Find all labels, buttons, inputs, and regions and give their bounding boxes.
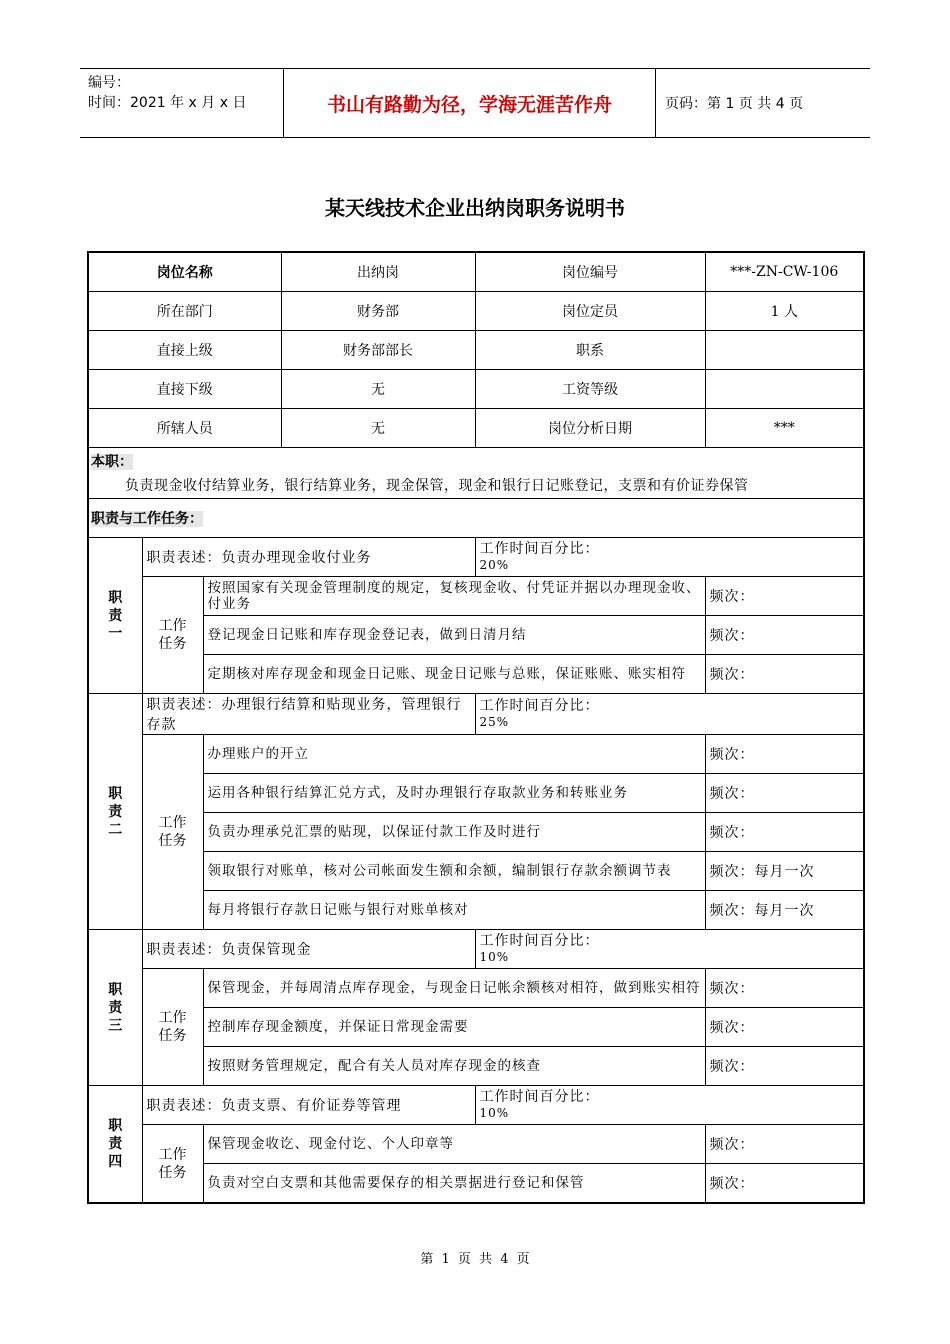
basic-duty-label bbox=[89, 448, 863, 471]
duty-description: 职责表述：负责保管现金 bbox=[142, 930, 475, 969]
duty-name-char: 三 bbox=[108, 1017, 123, 1034]
duty-name-char: 责 bbox=[108, 999, 123, 1016]
duty-time-percent bbox=[475, 1086, 864, 1125]
duty-name bbox=[88, 1086, 142, 1204]
percent-label: 工作时间百分比： bbox=[479, 933, 600, 949]
percent-label: 工作时间百分比： bbox=[479, 698, 600, 714]
duty-name bbox=[88, 538, 142, 694]
info-value bbox=[705, 331, 864, 370]
header-page-info: 页码：第 1 页 共 4 页 bbox=[665, 96, 804, 112]
task-description: 按照国家有关现金管理制度的规定，复核现金收、付凭证并据以办理现金收、付业务 bbox=[203, 577, 705, 616]
task-description: 运用各种银行结算汇兑方式，及时办理银行存取款业务和转账业务 bbox=[203, 774, 705, 813]
duty-header-row bbox=[88, 1086, 864, 1125]
task-frequency: 频次： bbox=[705, 774, 864, 813]
task-description: 按照财务管理规定，配合有关人员对库存现金的核查 bbox=[203, 1047, 705, 1086]
duty-header-row bbox=[88, 930, 864, 969]
info-row bbox=[88, 292, 864, 331]
page-header bbox=[80, 68, 870, 138]
duty-description: 职责表述：办理银行结算和贴现业务，管理银行存款 bbox=[142, 694, 475, 735]
info-label: 职系 bbox=[475, 331, 705, 370]
header-divider bbox=[655, 69, 656, 137]
task-label bbox=[142, 969, 203, 1086]
info-label: 工资等级 bbox=[475, 370, 705, 409]
task-row bbox=[88, 577, 864, 616]
task-row bbox=[88, 852, 864, 891]
info-value: *** bbox=[705, 409, 864, 448]
task-label-text: 工作任务 bbox=[158, 1146, 187, 1181]
duty-name-char: 职 bbox=[108, 1118, 123, 1134]
info-label: 岗位编号 bbox=[475, 252, 705, 292]
duty-name bbox=[88, 694, 142, 930]
task-description: 保管现金，并每周清点库存现金，与现金日记帐余额核对相符，做到账实相符 bbox=[203, 969, 705, 1008]
basic-duty-cell bbox=[88, 448, 864, 499]
info-row bbox=[88, 331, 864, 370]
duty-name-char: 职 bbox=[108, 589, 123, 606]
task-label bbox=[142, 735, 203, 930]
task-row bbox=[88, 655, 864, 694]
job-description-table bbox=[87, 251, 865, 1204]
doc-number-label: 编号： bbox=[88, 75, 130, 91]
info-row bbox=[88, 409, 864, 448]
task-row bbox=[88, 969, 864, 1008]
duties-label-row bbox=[88, 499, 864, 538]
info-label: 所在部门 bbox=[88, 292, 281, 331]
task-description: 负责办理承兑汇票的贴现，以保证付款工作及时进行 bbox=[203, 813, 705, 852]
task-description: 保管现金收讫、现金付讫、个人印章等 bbox=[203, 1125, 705, 1164]
duty-name-char: 职 bbox=[108, 981, 123, 998]
task-frequency: 频次： bbox=[705, 1047, 864, 1086]
task-row bbox=[88, 1008, 864, 1047]
task-frequency: 频次：每月一次 bbox=[705, 891, 864, 930]
task-frequency: 频次： bbox=[705, 1125, 864, 1164]
task-description: 办理账户的开立 bbox=[203, 735, 705, 774]
info-label: 岗位名称 bbox=[88, 252, 281, 292]
percent-label: 工作时间百分比： bbox=[479, 541, 600, 557]
task-row bbox=[88, 735, 864, 774]
task-description: 每月将银行存款日记账与银行对账单核对 bbox=[203, 891, 705, 930]
task-description: 登记现金日记账和库存现金登记表，做到日清月结 bbox=[203, 616, 705, 655]
info-value: 出纳岗 bbox=[281, 252, 475, 292]
header-motto: 书山有路勤为径，学海无涯苦作舟 bbox=[326, 93, 612, 116]
task-frequency: 频次： bbox=[705, 616, 864, 655]
task-label bbox=[142, 577, 203, 694]
duty-name-char: 二 bbox=[108, 821, 123, 838]
duty-name-char: 责 bbox=[108, 803, 123, 820]
info-label: 直接下级 bbox=[88, 370, 281, 409]
task-frequency: 频次： bbox=[705, 1164, 864, 1204]
task-frequency: 频次： bbox=[705, 969, 864, 1008]
task-row bbox=[88, 891, 864, 930]
page-footer: 第 1 页 共 4 页 bbox=[420, 1252, 530, 1267]
info-row bbox=[88, 252, 864, 292]
doc-date: 时间：2021 年 x 月 x 日 bbox=[88, 95, 247, 111]
percent-label: 工作时间百分比： bbox=[479, 1089, 600, 1105]
task-row bbox=[88, 774, 864, 813]
duties-label: 职责与工作任务： bbox=[91, 511, 203, 527]
info-value: 财务部 bbox=[281, 292, 475, 331]
task-row bbox=[88, 616, 864, 655]
basic-duty-row bbox=[88, 448, 864, 499]
percent-value: 10% bbox=[479, 950, 510, 964]
task-frequency: 频次： bbox=[705, 577, 864, 616]
duties-label-cell bbox=[88, 499, 864, 538]
duty-name-char: 责 bbox=[108, 1136, 123, 1152]
duty-name-char: 职 bbox=[108, 785, 123, 802]
task-frequency: 频次： bbox=[705, 1008, 864, 1047]
task-frequency: 频次：每月一次 bbox=[705, 852, 864, 891]
percent-value: 10% bbox=[479, 1106, 510, 1120]
info-label: 岗位定员 bbox=[475, 292, 705, 331]
percent-value: 20% bbox=[479, 558, 510, 572]
info-value: 财务部部长 bbox=[281, 331, 475, 370]
task-row bbox=[88, 813, 864, 852]
duty-name-char: 一 bbox=[108, 625, 123, 642]
task-frequency: 频次： bbox=[705, 813, 864, 852]
basic-duty-text: 负责现金收付结算业务，银行结算业务，现金保管，现金和银行日记账登记，支票和有价证券保管 bbox=[125, 478, 749, 494]
basic-duty-label-text: 本职： bbox=[91, 454, 133, 470]
task-label-text: 工作任务 bbox=[158, 1010, 187, 1044]
task-description: 控制库存现金额度，并保证日常现金需要 bbox=[203, 1008, 705, 1047]
duty-header-row bbox=[88, 694, 864, 735]
task-row bbox=[88, 1125, 864, 1164]
header-meta bbox=[88, 73, 246, 113]
duty-header-row bbox=[88, 538, 864, 577]
task-description: 定期核对库存现金和现金日记账、现金日记账与总账，保证账账、账实相符 bbox=[203, 655, 705, 694]
duty-time-percent bbox=[475, 694, 864, 735]
info-row bbox=[88, 370, 864, 409]
duty-name-char: 四 bbox=[108, 1154, 123, 1170]
duty-name-char: 责 bbox=[108, 607, 123, 624]
task-row bbox=[88, 1164, 864, 1204]
task-label-text: 工作任务 bbox=[158, 618, 187, 652]
info-value: 无 bbox=[281, 370, 475, 409]
duty-description: 职责表述：负责支票、有价证券等管理 bbox=[142, 1086, 475, 1125]
document-title: 某天线技术企业出纳岗职务说明书 bbox=[325, 196, 625, 220]
task-label-text: 工作任务 bbox=[158, 815, 187, 849]
task-label bbox=[142, 1125, 203, 1204]
info-value: ***-ZN-CW-106 bbox=[705, 252, 864, 292]
task-frequency: 频次： bbox=[705, 735, 864, 774]
task-description: 负责对空白支票和其他需要保存的相关票据进行登记和保管 bbox=[203, 1164, 705, 1204]
duty-description: 职责表述：负责办理现金收付业务 bbox=[142, 538, 475, 577]
duty-name bbox=[88, 930, 142, 1086]
task-row bbox=[88, 1047, 864, 1086]
info-value bbox=[705, 370, 864, 409]
percent-value: 25% bbox=[479, 715, 510, 729]
duty-time-percent bbox=[475, 930, 864, 969]
task-description: 领取银行对账单，核对公司帐面发生额和余额，编制银行存款余额调节表 bbox=[203, 852, 705, 891]
info-label: 所辖人员 bbox=[88, 409, 281, 448]
task-frequency: 频次： bbox=[705, 655, 864, 694]
info-label: 岗位分析日期 bbox=[475, 409, 705, 448]
duty-time-percent bbox=[475, 538, 864, 577]
info-value: 1 人 bbox=[705, 292, 864, 331]
info-label: 直接上级 bbox=[88, 331, 281, 370]
info-value: 无 bbox=[281, 409, 475, 448]
